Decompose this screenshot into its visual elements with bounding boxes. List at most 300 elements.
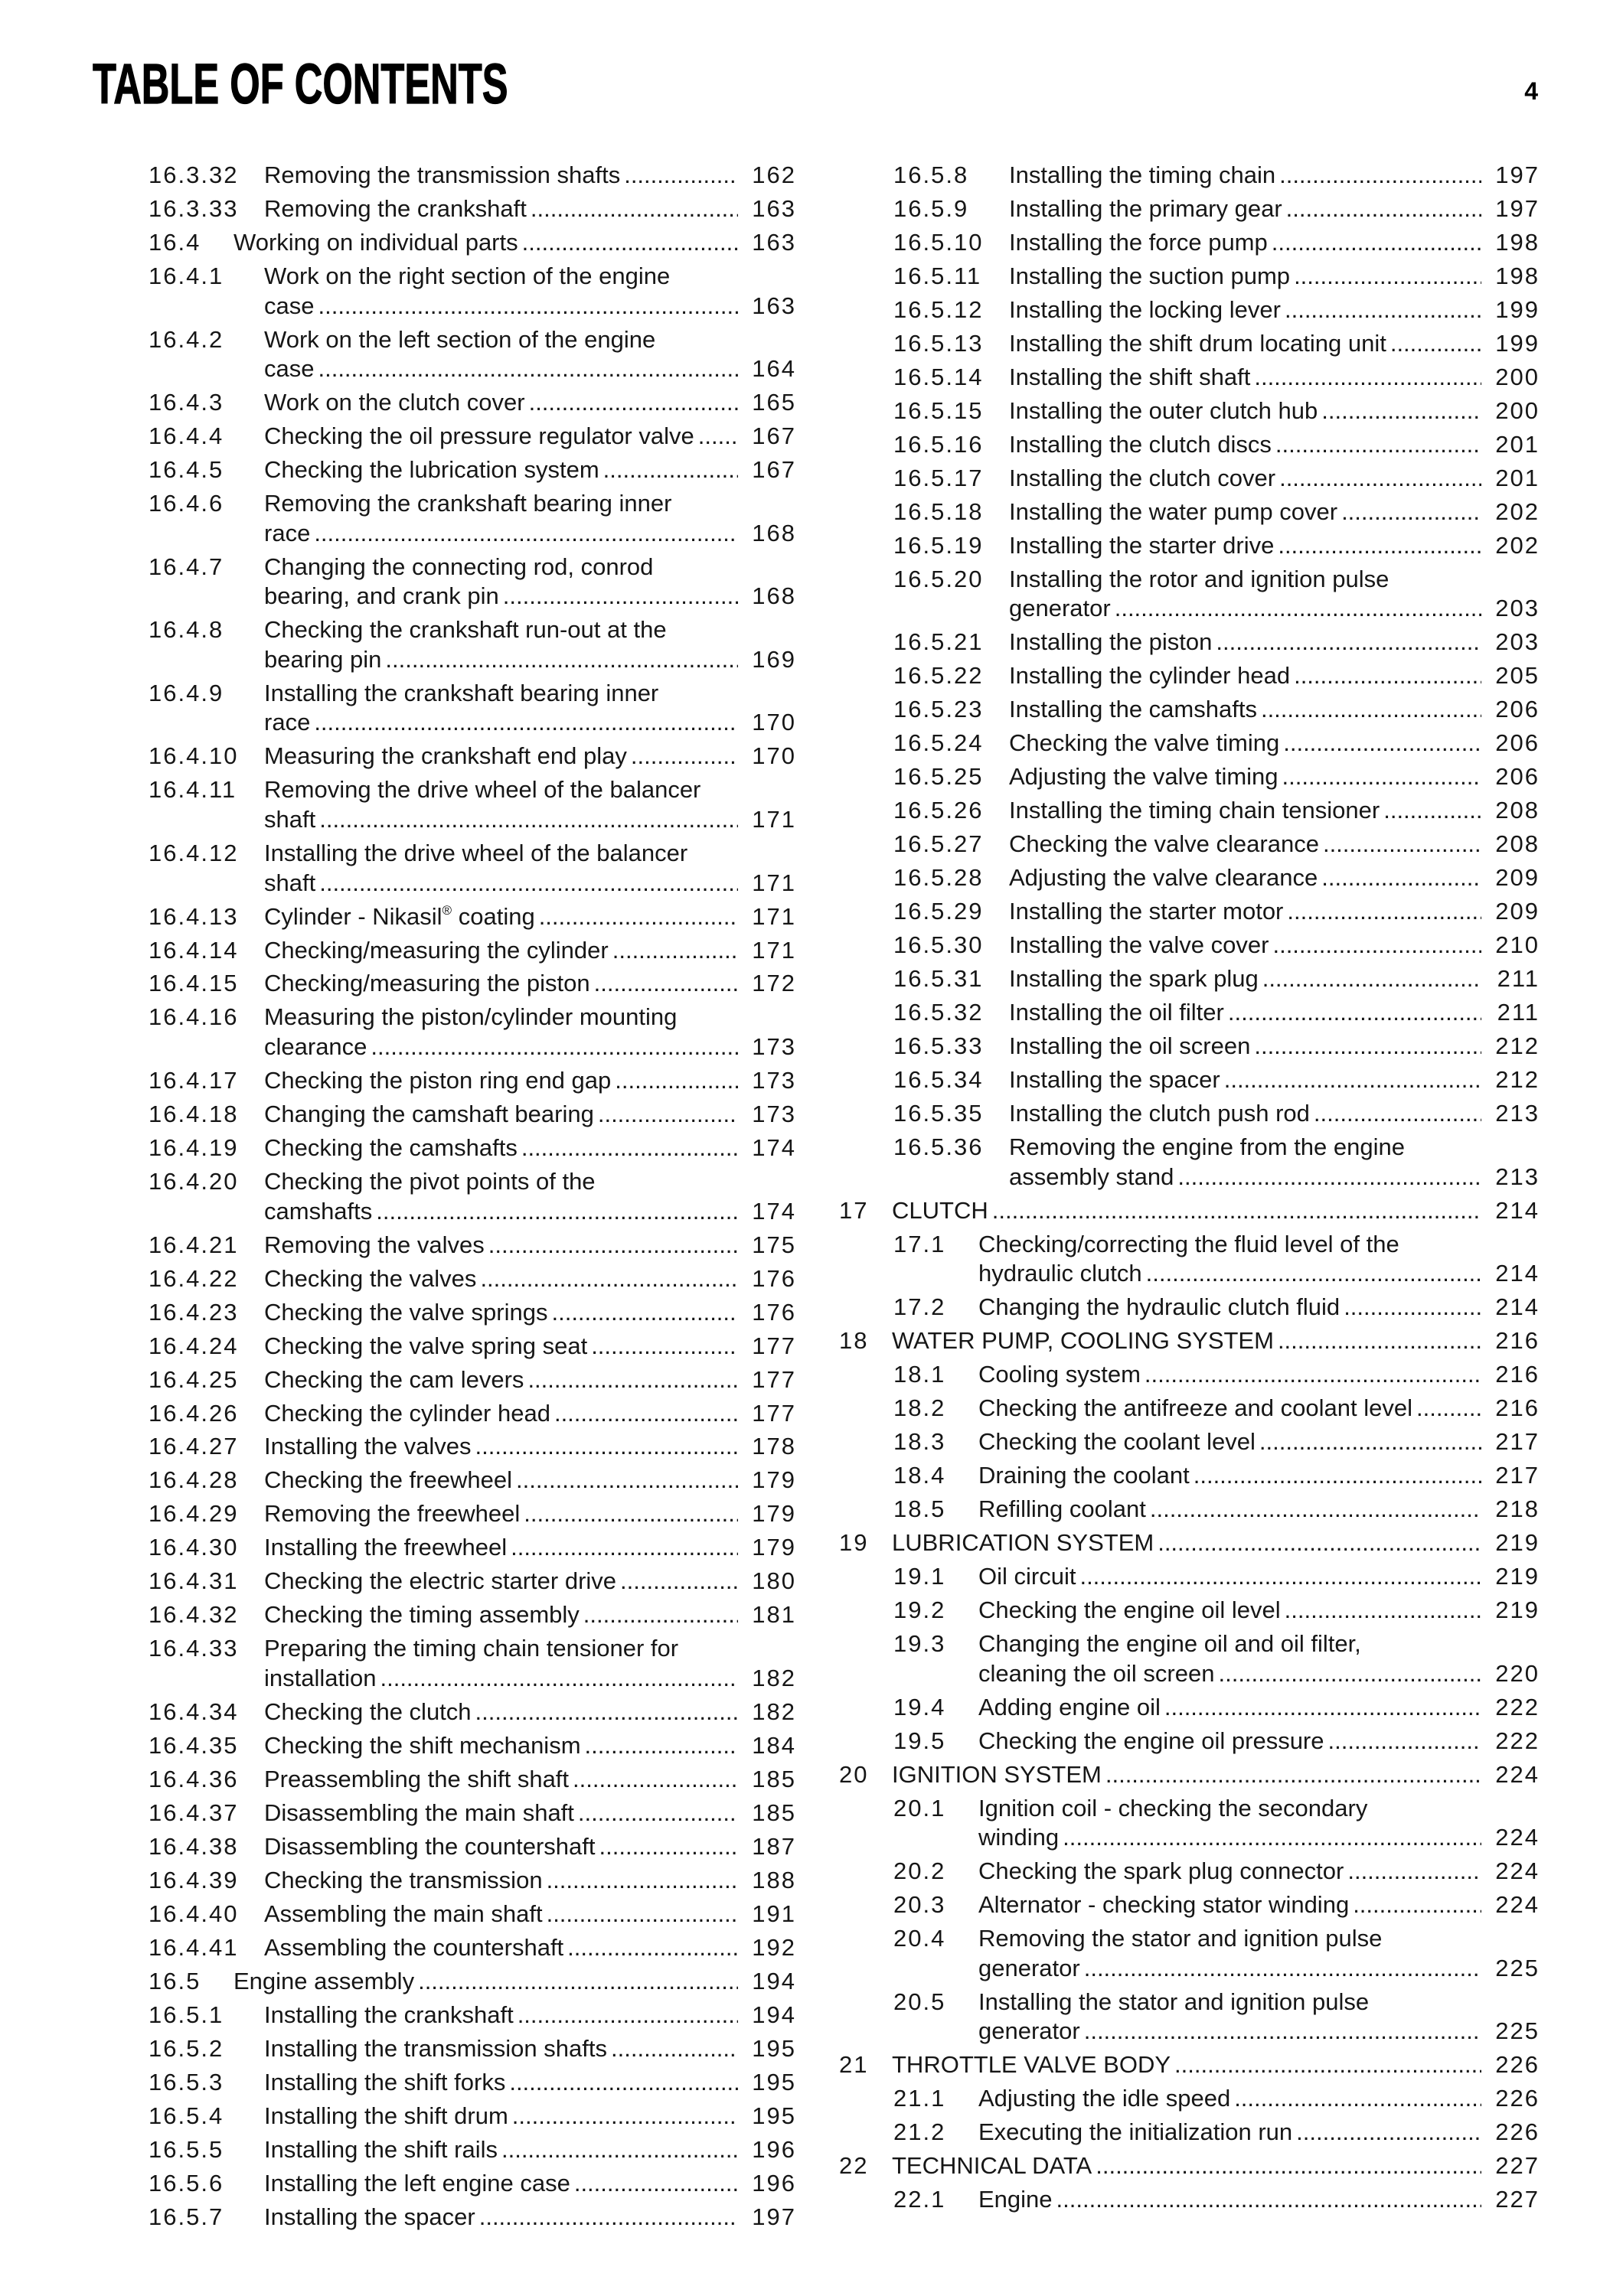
dot-leader — [569, 1765, 738, 1795]
section-number: 16.5.32 — [893, 999, 984, 1026]
section-title: Adjusting the idle speed — [978, 2085, 1231, 2112]
entry-body — [264, 1003, 795, 1062]
toc-entry[interactable] — [94, 489, 795, 548]
dot-leader — [381, 645, 738, 675]
toc-entry[interactable] — [94, 1332, 795, 1362]
title-line — [264, 1866, 795, 1896]
entry-body — [1009, 228, 1538, 258]
page-reference: 209 — [1495, 864, 1540, 892]
toc-entry[interactable] — [839, 2050, 1538, 2080]
title-line — [264, 1231, 795, 1261]
toc-entry[interactable] — [94, 2135, 795, 2165]
toc-entry[interactable] — [839, 1230, 1538, 1289]
toc-entry[interactable] — [94, 1600, 795, 1630]
page-reference: 174 — [752, 1134, 796, 1162]
page-reference: 200 — [1495, 396, 1540, 424]
title-line — [1009, 830, 1538, 859]
toc-entry[interactable] — [94, 1100, 795, 1130]
title-line — [978, 1360, 1538, 1390]
toc-entry[interactable] — [94, 1365, 795, 1395]
toc-entry[interactable] — [94, 194, 795, 224]
entry-body — [264, 2169, 795, 2199]
entry-body — [264, 1167, 795, 1226]
title-line — [978, 1427, 1538, 1457]
page-reference: 206 — [1495, 729, 1540, 757]
section-title: Installing the spacer — [264, 2203, 475, 2230]
section-title: Assembling the main shaft — [264, 1900, 543, 1927]
toc-entry[interactable] — [839, 2084, 1538, 2114]
title-line — [264, 2102, 795, 2131]
toc-entry[interactable] — [839, 1629, 1538, 1688]
page-reference: 205 — [1495, 662, 1540, 690]
dot-leader — [1292, 2118, 1481, 2148]
toc-entry[interactable] — [94, 1264, 795, 1294]
dot-leader — [1111, 594, 1481, 624]
page-reference: 170 — [752, 742, 796, 770]
toc-entry[interactable] — [94, 325, 795, 384]
toc-entry[interactable] — [839, 1360, 1538, 1390]
section-title: Oil circuit — [978, 1563, 1076, 1590]
page-reference: 220 — [1495, 1659, 1540, 1687]
title-line — [1009, 931, 1538, 960]
dot-leader — [570, 2169, 738, 2199]
section-title: Checking the shift mechanism — [264, 1731, 581, 1759]
dot-leader — [1281, 295, 1481, 325]
toc-entry[interactable] — [94, 742, 795, 771]
entry-body — [264, 936, 795, 966]
toc-entry[interactable] — [94, 553, 795, 612]
toc-entry[interactable] — [839, 464, 1538, 494]
toc-entry[interactable] — [94, 1298, 795, 1328]
section-number: 16.4.15 — [149, 970, 239, 997]
section-title: cleaning the oil screen — [978, 1659, 1215, 1687]
section-title: Adding engine oil — [978, 1693, 1161, 1720]
page-reference: 184 — [752, 1731, 796, 1759]
toc-entry[interactable] — [94, 1533, 795, 1563]
toc-entry[interactable] — [839, 1596, 1538, 1626]
dot-leader — [590, 969, 738, 999]
toc-entry[interactable] — [94, 262, 795, 321]
toc-entry[interactable] — [94, 1698, 795, 1727]
toc-entry[interactable] — [839, 661, 1538, 691]
page-reference: 197 — [1495, 194, 1540, 222]
entry-body — [264, 1832, 795, 1862]
toc-entry[interactable] — [839, 1326, 1538, 1356]
toc-entry[interactable] — [839, 830, 1538, 859]
page-reference: 171 — [752, 936, 796, 964]
title-line — [1009, 1065, 1538, 1095]
title-line — [1009, 964, 1538, 994]
title-line — [1009, 729, 1538, 758]
section-title: Checking/measuring the piston — [264, 970, 590, 997]
toc-entry[interactable] — [94, 1399, 795, 1429]
dot-leader — [1250, 1032, 1481, 1062]
entry-body — [264, 1264, 795, 1294]
section-title: Checking the spark plug connector — [978, 1857, 1344, 1885]
toc-entry[interactable] — [94, 679, 795, 738]
entry-body — [264, 388, 795, 418]
section-number: 16.5.1 — [149, 2001, 224, 2028]
title-line — [264, 742, 795, 771]
toc-entry[interactable] — [94, 1967, 795, 1997]
title-line — [1009, 695, 1538, 725]
entry-body — [264, 1231, 795, 1261]
toc-entry[interactable] — [94, 422, 795, 452]
dot-leader — [1274, 531, 1481, 561]
title-line — [1009, 565, 1538, 595]
entry-body — [264, 1866, 795, 1896]
section-number: 20.5 — [893, 1988, 946, 2015]
entry-body — [264, 1533, 795, 1563]
toc-entry[interactable] — [839, 531, 1538, 561]
toc-entry[interactable] — [839, 1196, 1538, 1226]
section-number: 16.4.34 — [149, 1698, 239, 1725]
title-line — [1009, 863, 1538, 893]
title-line — [264, 2001, 795, 2030]
title-line — [978, 1495, 1538, 1525]
toc-entry[interactable] — [839, 430, 1538, 460]
page-reference: 185 — [752, 1765, 796, 1792]
toc-entry[interactable] — [839, 897, 1538, 927]
toc-entry[interactable] — [94, 1799, 795, 1828]
title-line — [264, 1533, 795, 1563]
toc-entry[interactable] — [94, 1832, 795, 1862]
toc-entry[interactable] — [94, 936, 795, 966]
section-title: Checking the electric starter drive — [264, 1567, 617, 1595]
toc-entry[interactable] — [94, 2169, 795, 2199]
dot-leader — [314, 354, 738, 384]
section-title: shaft — [264, 805, 316, 833]
title-line — [264, 775, 795, 805]
toc-entry[interactable] — [94, 1765, 795, 1795]
page-reference: 163 — [752, 292, 796, 319]
entry-body — [1009, 565, 1538, 624]
dot-leader — [310, 519, 738, 549]
dot-leader — [581, 1731, 738, 1761]
title-line — [264, 1365, 795, 1395]
section-number: 16.4.22 — [149, 1264, 239, 1292]
entry-body — [978, 1427, 1538, 1457]
toc-entry[interactable] — [839, 1427, 1538, 1457]
dot-leader — [596, 1832, 738, 1862]
page-reference: 179 — [752, 1466, 796, 1494]
toc-entry[interactable] — [839, 2118, 1538, 2148]
entry-body — [978, 1495, 1538, 1525]
dot-leader — [1290, 262, 1481, 292]
section-title: Preassembling the shift shaft — [264, 1765, 570, 1792]
dot-leader — [550, 1399, 738, 1429]
entry-body — [264, 615, 795, 674]
section-title: Checking the crankshaft run-out at the — [264, 616, 667, 644]
page-reference: 211 — [1497, 965, 1540, 993]
section-title: camshafts — [264, 1197, 373, 1225]
dot-leader — [1268, 228, 1481, 258]
title-line — [264, 1003, 795, 1032]
title-line — [264, 969, 795, 999]
title-line — [264, 1799, 795, 1828]
section-title: Checking the valve spring seat — [264, 1332, 588, 1359]
toc-entry[interactable] — [839, 1461, 1538, 1491]
toc-entry[interactable] — [839, 1562, 1538, 1592]
toc-entry[interactable] — [94, 1933, 795, 1963]
title-line — [264, 582, 795, 612]
section-number: 16.4.38 — [149, 1832, 239, 1860]
title-line — [264, 1698, 795, 1727]
entry-body — [1009, 194, 1538, 224]
dot-leader — [1059, 1823, 1481, 1853]
title-line — [892, 1326, 1538, 1356]
dot-leader — [1324, 1727, 1482, 1756]
toc-entry[interactable] — [839, 161, 1538, 191]
section-title: Changing the hydraulic clutch fluid — [978, 1293, 1341, 1321]
toc-entry[interactable] — [839, 1032, 1538, 1062]
page-reference: 224 — [1495, 1824, 1540, 1851]
section-title: Removing the crankshaft bearing inner — [264, 490, 672, 517]
section-title: Checking the clutch — [264, 1698, 472, 1725]
toc-entry[interactable] — [839, 628, 1538, 657]
section-title: Checking the antifreeze and coolant level — [978, 1394, 1412, 1422]
section-number: 18.5 — [893, 1495, 946, 1523]
toc-entry[interactable] — [839, 1794, 1538, 1853]
toc-entry[interactable] — [839, 329, 1538, 359]
toc-entry[interactable] — [94, 2102, 795, 2131]
toc-entry[interactable] — [94, 1003, 795, 1062]
page-reference: 214 — [1495, 1196, 1540, 1224]
toc-entry[interactable] — [839, 497, 1538, 527]
section-number: 16.4.19 — [149, 1134, 239, 1162]
title-line — [264, 1499, 795, 1529]
entry-body — [1009, 464, 1538, 494]
toc-entry[interactable] — [94, 775, 795, 834]
toc-entry[interactable] — [839, 2185, 1538, 2215]
section-number: 17.2 — [893, 1293, 946, 1321]
toc-entry[interactable] — [94, 1900, 795, 1929]
toc-entry[interactable] — [839, 1495, 1538, 1525]
dot-leader — [485, 1231, 738, 1261]
section-number: 21.1 — [893, 2085, 946, 2112]
page-reference: 168 — [752, 519, 796, 546]
toc-entry[interactable] — [839, 1528, 1538, 1558]
toc-entry[interactable] — [94, 902, 795, 932]
toc-entry[interactable] — [839, 1065, 1538, 1095]
page-reference: 171 — [752, 805, 796, 833]
dot-leader — [1174, 1163, 1481, 1192]
title-line — [1009, 628, 1538, 657]
title-line — [978, 1727, 1538, 1756]
toc-entry[interactable] — [839, 762, 1538, 792]
title-line — [1009, 531, 1538, 561]
toc-entry[interactable] — [94, 2203, 795, 2232]
toc-entry[interactable] — [94, 1634, 795, 1693]
section-number: 16.4.7 — [149, 553, 224, 580]
section-title: Measuring the piston/cylinder mounting — [264, 1003, 678, 1031]
toc-entry[interactable] — [839, 931, 1538, 960]
section-title: Checking the camshafts — [264, 1134, 518, 1162]
toc-entry[interactable] — [839, 695, 1538, 725]
dot-leader — [599, 455, 738, 485]
page-reference: 199 — [1495, 329, 1540, 357]
entry-body — [1009, 796, 1538, 826]
page-reference: 191 — [752, 1900, 796, 1927]
page-reference: 216 — [1495, 1394, 1540, 1422]
section-title: Installing the starter drive — [1009, 531, 1275, 559]
page-title: TABLE OF CONTENTS — [93, 52, 508, 116]
section-number: 16.4.5 — [149, 456, 224, 484]
section-number: 16.4.33 — [149, 1635, 239, 1662]
toc-entry[interactable] — [839, 565, 1538, 624]
toc-entry[interactable] — [839, 1727, 1538, 1756]
toc-entry[interactable] — [94, 2001, 795, 2030]
toc-entry[interactable] — [839, 363, 1538, 393]
section-title: Installing the oil filter — [1009, 999, 1224, 1026]
toc-entry[interactable] — [839, 194, 1538, 224]
toc-entry[interactable] — [94, 839, 795, 898]
dot-leader — [1250, 363, 1481, 393]
toc-entry[interactable] — [94, 1066, 795, 1096]
toc-entry[interactable] — [839, 1890, 1538, 1920]
toc-entry[interactable] — [839, 1133, 1538, 1192]
entry-body — [264, 742, 795, 771]
toc-entry[interactable] — [94, 615, 795, 674]
entry-body — [1009, 661, 1538, 691]
section-number: 16.4.35 — [149, 1731, 239, 1759]
section-number: 16.5.27 — [893, 830, 984, 858]
section-title: Checking the valve springs — [264, 1298, 548, 1326]
toc-entry[interactable] — [94, 1866, 795, 1896]
entry-body — [1009, 329, 1538, 359]
toc-entry[interactable] — [839, 1857, 1538, 1887]
title-line — [892, 2151, 1538, 2181]
dot-leader — [514, 2001, 738, 2030]
dot-leader — [314, 292, 738, 321]
toc-entry[interactable] — [94, 228, 795, 258]
title-line — [978, 1293, 1538, 1322]
section-title: Checking the cam levers — [264, 1365, 524, 1393]
title-line — [978, 1954, 1538, 1984]
section-title: Installing the shift rails — [264, 2135, 498, 2163]
toc-entry[interactable] — [94, 1133, 795, 1163]
page-reference: 222 — [1495, 1693, 1540, 1720]
entry-body — [264, 455, 795, 485]
entry-body — [264, 1900, 795, 1929]
section-number: 16.4.12 — [149, 839, 239, 866]
section-number: 16.4.2 — [149, 325, 224, 353]
entry-body — [978, 1857, 1538, 1887]
toc-entry[interactable] — [839, 1099, 1538, 1129]
dot-leader — [475, 2203, 738, 2232]
title-line — [978, 1230, 1538, 1260]
title-line — [264, 422, 795, 452]
toc-entry[interactable] — [94, 388, 795, 418]
toc-entry[interactable] — [94, 2068, 795, 2098]
title-line — [1009, 1163, 1538, 1192]
title-line — [978, 2084, 1538, 2114]
section-title: Installing the left engine case — [264, 2169, 570, 2197]
title-line — [264, 292, 795, 321]
toc-entry[interactable] — [94, 1499, 795, 1529]
section-number: 16.4.40 — [149, 1900, 239, 1927]
toc-entry[interactable] — [839, 1924, 1538, 1983]
toc-entry[interactable] — [94, 1731, 795, 1761]
toc-entry[interactable] — [94, 1432, 795, 1462]
toc-entry[interactable] — [839, 396, 1538, 426]
dot-leader — [1318, 396, 1481, 426]
toc-entry[interactable] — [839, 1394, 1538, 1424]
toc-entry[interactable] — [839, 262, 1538, 292]
section-title: generator — [1009, 595, 1111, 622]
section-title: Disassembling the countershaft — [264, 1832, 596, 1860]
toc-entry[interactable] — [94, 2034, 795, 2064]
title-line — [264, 1664, 795, 1694]
entry-body — [264, 1365, 795, 1395]
toc-entry[interactable] — [94, 969, 795, 999]
page-reference: 216 — [1495, 1327, 1540, 1355]
page-reference: 194 — [752, 1967, 796, 1994]
page-reference: 180 — [752, 1567, 796, 1595]
toc-entry[interactable] — [94, 1567, 795, 1596]
entry-body — [1009, 363, 1538, 393]
section-number: 16.5.7 — [149, 2203, 224, 2230]
title-line — [1009, 329, 1538, 359]
section-number: 16.5.19 — [893, 531, 984, 559]
dot-leader — [520, 1499, 738, 1529]
toc-entry[interactable] — [839, 729, 1538, 758]
toc-entry[interactable] — [839, 863, 1538, 893]
dot-leader — [1080, 1954, 1481, 1984]
section-title: Installing the freewheel — [264, 1534, 508, 1561]
toc-entry[interactable] — [839, 796, 1538, 826]
toc-entry[interactable] — [839, 2151, 1538, 2181]
dot-leader — [1281, 1596, 1481, 1626]
page-reference: 188 — [752, 1866, 796, 1893]
section-number: 16.4.30 — [149, 1534, 239, 1561]
toc-entry[interactable] — [839, 1988, 1538, 2047]
title-line — [892, 1760, 1538, 1790]
title-line — [978, 2185, 1538, 2215]
title-line — [264, 1832, 795, 1862]
section-number: 19.2 — [893, 1596, 946, 1624]
toc-entry[interactable] — [94, 455, 795, 485]
title-line — [1009, 796, 1538, 826]
page-reference: 196 — [752, 2135, 796, 2163]
toc-entry[interactable] — [839, 998, 1538, 1028]
dot-leader — [524, 1365, 738, 1395]
toc-entry[interactable] — [839, 1293, 1538, 1322]
section-title: WATER PUMP, COOLING SYSTEM — [892, 1327, 1274, 1355]
page-reference: 224 — [1495, 1891, 1540, 1919]
entry-body — [1009, 762, 1538, 792]
section-number: 16.4.6 — [149, 490, 224, 517]
title-line — [1009, 430, 1538, 460]
toc-entry[interactable] — [839, 1760, 1538, 1790]
toc-entry[interactable] — [839, 295, 1538, 325]
section-title: Installing the water pump cover — [1009, 497, 1338, 525]
toc-entry[interactable] — [839, 964, 1538, 994]
section-number: 16.4.31 — [149, 1567, 239, 1595]
toc-entry[interactable] — [94, 1466, 795, 1495]
title-line — [264, 839, 795, 869]
page-reference: 226 — [1495, 2051, 1540, 2079]
title-line — [264, 1133, 795, 1163]
title-line — [1009, 464, 1538, 494]
toc-entry[interactable] — [94, 1231, 795, 1261]
toc-entry[interactable] — [94, 161, 795, 191]
toc-entry[interactable] — [839, 1693, 1538, 1723]
title-line — [264, 388, 795, 418]
toc-entry[interactable] — [94, 1167, 795, 1226]
toc-entry[interactable] — [839, 228, 1538, 258]
title-line — [1009, 594, 1538, 624]
